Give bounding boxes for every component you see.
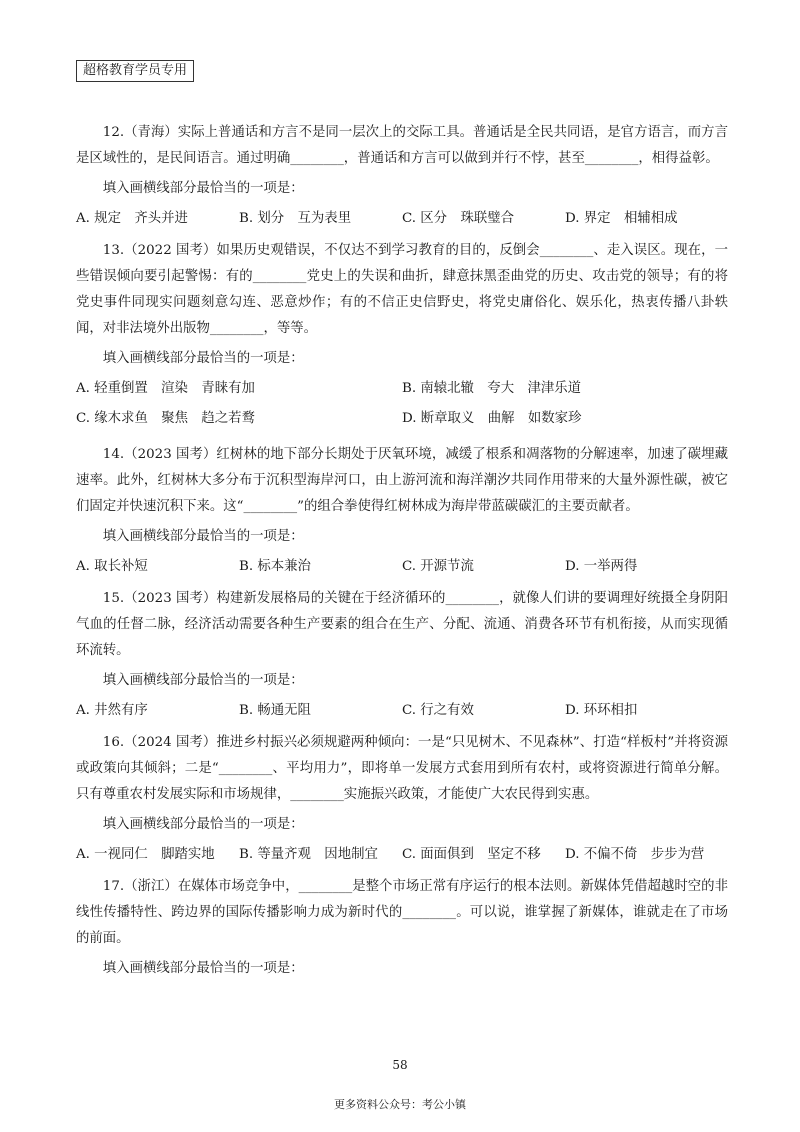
option-a: A. 一视同仁 脚踏实地	[76, 847, 215, 862]
option-list	[76, 206, 728, 232]
option-b: B. 畅通无阻	[239, 703, 311, 718]
question-prompt: 填入画横线部分最恰当的一项是：	[102, 673, 304, 688]
question-text: 13.（2022 国考）如果历史观错误，不仅达不到学习教育的目的，反倒会________、走入误区。现在，一些错误倾向要引起警惕：有的________党史上的失误和曲折，肆意抹黑歪曲党的历史、攻击党的领导；有的将党史事件同现实问题刻意勾连、恶意炒作；有的不信正史信野史，将党史庸俗化、娱乐化，热衷传播八卦轶闻，对非法境外出版物________，等等。	[76, 243, 728, 336]
option-a: A. 轻重倒置 渲染 青睐有加	[76, 381, 255, 396]
option-b: B. 等量齐观 因地制宜	[239, 847, 378, 862]
header-label: 超格教育学员专用	[76, 60, 194, 82]
page-number: 58	[392, 1058, 408, 1072]
option-list	[76, 842, 728, 868]
option-a: A. 规定 齐头并进	[76, 211, 188, 226]
question-text: 16.（2024 国考）推进乡村振兴必须规避两种倾向：一是“只见树木、不见森林”、打造“样板村”并将资源或政策向其倾斜；二是“________、平均用力”，即将单一发展方式套用到所有农村，或将资源进行简单分解。只有尊重农村发展实际和市场规律，________实施振兴政策，才能使广大农民得到实惠。	[76, 735, 728, 802]
question-prompt: 填入画横线部分最恰当的一项是：	[102, 181, 304, 196]
question-prompt: 填入画横线部分最恰当的一项是：	[102, 529, 304, 544]
question-text: 17.（浙江）在媒体市场竞争中，________是整个市场正常有序运行的根本法则。新媒体凭借超越时空的非线性传播特性、跨边界的国际传播影响力成为新时代的________。可以说，谁掌握了新媒体，谁就走在了市场的前面。	[76, 879, 728, 946]
option-d: D. 界定 相辅相成	[565, 211, 678, 226]
option-c: C. 行之有效	[402, 703, 474, 718]
option-b: B. 南辕北辙 夸大 津津乐道	[402, 381, 582, 396]
option-a: A. 取长补短	[76, 559, 148, 574]
option-d: D. 环环相扣	[565, 703, 638, 718]
option-d: D. 断章取义 曲解 如数家珍	[402, 411, 582, 426]
footer-note: 更多资料公众号：考公小镇	[334, 1098, 466, 1111]
option-list	[76, 554, 728, 580]
option-b: B. 标本兼治	[239, 559, 311, 574]
option-list	[76, 698, 728, 724]
question-list	[76, 120, 728, 986]
question-text: 15.（2023 国考）构建新发展格局的关键在于经济循环的________，就像人们讲的要调理好统摄全身阴阳气血的任督二脉，经济活动需要各种生产要素的组合在生产、分配、流通、消费各环节有机衔接，从而实现循环流转。	[76, 591, 728, 658]
option-c: C. 开源节流	[402, 559, 474, 574]
question-prompt: 填入画横线部分最恰当的一项是：	[102, 817, 304, 832]
option-d: D. 一举两得	[565, 559, 638, 574]
option-c: C. 面面俱到 坚定不移	[402, 847, 541, 862]
option-c: C. 缘木求鱼 聚焦 趋之若鹜	[76, 411, 255, 426]
option-b: B. 划分 互为表里	[239, 211, 352, 226]
option-list	[76, 376, 728, 436]
option-c: C. 区分 珠联璧合	[402, 211, 515, 226]
option-a: A. 井然有序	[76, 703, 148, 718]
option-d: D. 不偏不倚 步步为营	[565, 847, 705, 862]
question-text: 12.（青海）实际上普通话和方言不是同一层次上的交际工具。普通话是全民共同语，是官方语言，而方言是区域性的，是民间语言。通过明确________，普通话和方言可以做到并行不悖，甚至________，相得益彰。	[76, 125, 728, 166]
question-prompt: 填入画横线部分最恰当的一项是：	[102, 961, 304, 976]
question-text: 14.（2023 国考）红树林的地下部分长期处于厌氧环境，减缓了根系和凋落物的分解速率，加速了碳埋藏速率。此外，红树林大多分布于沉积型海岸河口，由上游河流和海洋潮汐共同作用带来的大量外源性碳，被它们固定并快速沉积下来。这“________”的组合拳使得红树林成为海岸带蓝碳碳汇的主要贡献者。	[76, 447, 728, 514]
question-prompt: 填入画横线部分最恰当的一项是：	[102, 351, 304, 366]
